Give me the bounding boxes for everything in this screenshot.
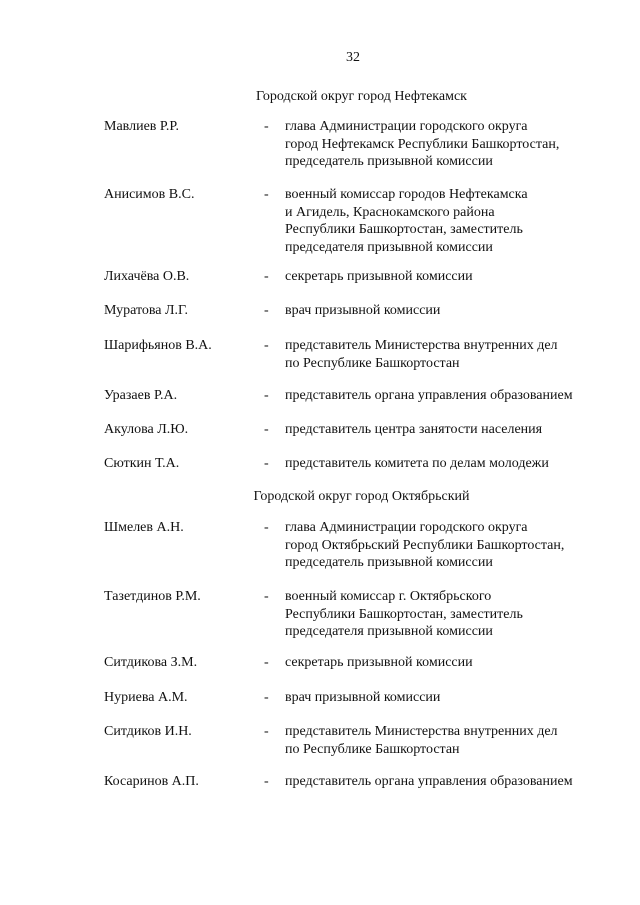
dash-separator: -	[264, 338, 269, 353]
section-title: Городской округ город Октябрьский	[253, 489, 470, 504]
member-name: Уразаев Р.А.	[104, 388, 178, 403]
member-role-line: глава Администрации городского округа	[285, 119, 528, 134]
dash-separator: -	[264, 774, 269, 789]
member-name: Шмелев А.Н.	[104, 520, 184, 535]
dash-separator: -	[264, 119, 269, 134]
member-name: Лихачёва О.В.	[104, 269, 190, 284]
member-name: Мавлиев Р.Р.	[104, 119, 179, 134]
member-role-line: представитель центра занятости населения	[285, 422, 543, 437]
member-name: Косаринов А.П.	[104, 774, 199, 789]
member-role	[285, 302, 625, 320]
member-role-line: врач призывной комиссии	[285, 690, 441, 705]
member-name: Ситдиков И.Н.	[104, 724, 192, 739]
member-role-line: город Нефтекамск Республики Башкортостан,	[285, 136, 560, 152]
member-role-line: председателя призывной комиссии	[285, 624, 493, 639]
member-name: Шарифьянов В.А.	[104, 338, 212, 353]
member-role-line: секретарь призывной комиссии	[285, 269, 473, 284]
dash-separator: -	[264, 187, 269, 202]
member-role-line: председателя призывной комиссии	[285, 239, 493, 255]
member-role-line: представитель органа управления образованием	[285, 388, 573, 403]
member-name: Анисимов В.С.	[104, 187, 195, 202]
member-role	[285, 118, 625, 171]
dash-separator: -	[264, 589, 269, 604]
member-role-line: врач призывной комиссии	[285, 303, 441, 318]
member-role	[285, 387, 625, 405]
member-role	[285, 186, 625, 256]
member-name: Сюткин Т.А.	[104, 456, 180, 471]
member-role-line: секретарь призывной комиссии	[285, 655, 473, 670]
member-name: Муратова Л.Г.	[104, 303, 189, 318]
dash-separator: -	[264, 303, 269, 318]
dash-separator: -	[264, 269, 269, 284]
dash-separator: -	[264, 724, 269, 739]
member-role	[285, 723, 625, 758]
member-name: Акулова Л.Ю.	[104, 422, 189, 437]
member-role	[285, 268, 625, 286]
member-role	[285, 337, 625, 372]
dash-separator: -	[264, 655, 269, 670]
page-number: 32	[346, 50, 360, 65]
member-role-line: военный комиссар г. Октябрьского	[285, 589, 492, 604]
member-name: Нуриева А.М.	[104, 690, 188, 705]
member-role	[285, 689, 625, 707]
dash-separator: -	[264, 520, 269, 535]
member-role	[285, 455, 625, 473]
section-title: Городской округ город Нефтекамск	[256, 89, 467, 104]
member-name: Тазетдинов Р.М.	[104, 589, 201, 604]
member-role-line: военный комиссар городов Нефтекамска	[285, 187, 528, 202]
member-role	[285, 519, 625, 572]
member-role-line: город Октябрьский Республики Башкортостан,	[285, 537, 565, 553]
member-role	[285, 588, 625, 641]
member-role-line: председатель призывной комиссии	[285, 154, 493, 169]
member-role-line: представитель комитета по делам молодежи	[285, 456, 549, 471]
dash-separator: -	[264, 422, 269, 437]
member-role-line: по Республике Башкортостан	[285, 355, 460, 371]
member-role-line: глава Администрации городского округа	[285, 520, 528, 535]
member-role	[285, 654, 625, 672]
member-role-line: Республики Башкортостан, заместитель	[285, 606, 523, 622]
dash-separator: -	[264, 690, 269, 705]
member-role-line: председатель призывной комиссии	[285, 555, 493, 570]
member-role-line: представитель Министерства внутренних дел	[285, 338, 558, 353]
dash-separator: -	[264, 456, 269, 471]
member-role-line: представитель Министерства внутренних дел	[285, 724, 558, 739]
dash-separator: -	[264, 388, 269, 403]
member-role	[285, 773, 625, 791]
member-role-line: представитель органа управления образованием	[285, 774, 573, 789]
member-role-line: по Республике Башкортостан	[285, 741, 460, 757]
member-role-line: и Агидель, Краснокамского района	[285, 204, 495, 220]
member-role-line: Республики Башкортостан, заместитель	[285, 222, 523, 237]
member-name: Ситдикова З.М.	[104, 655, 198, 670]
member-role	[285, 421, 625, 439]
